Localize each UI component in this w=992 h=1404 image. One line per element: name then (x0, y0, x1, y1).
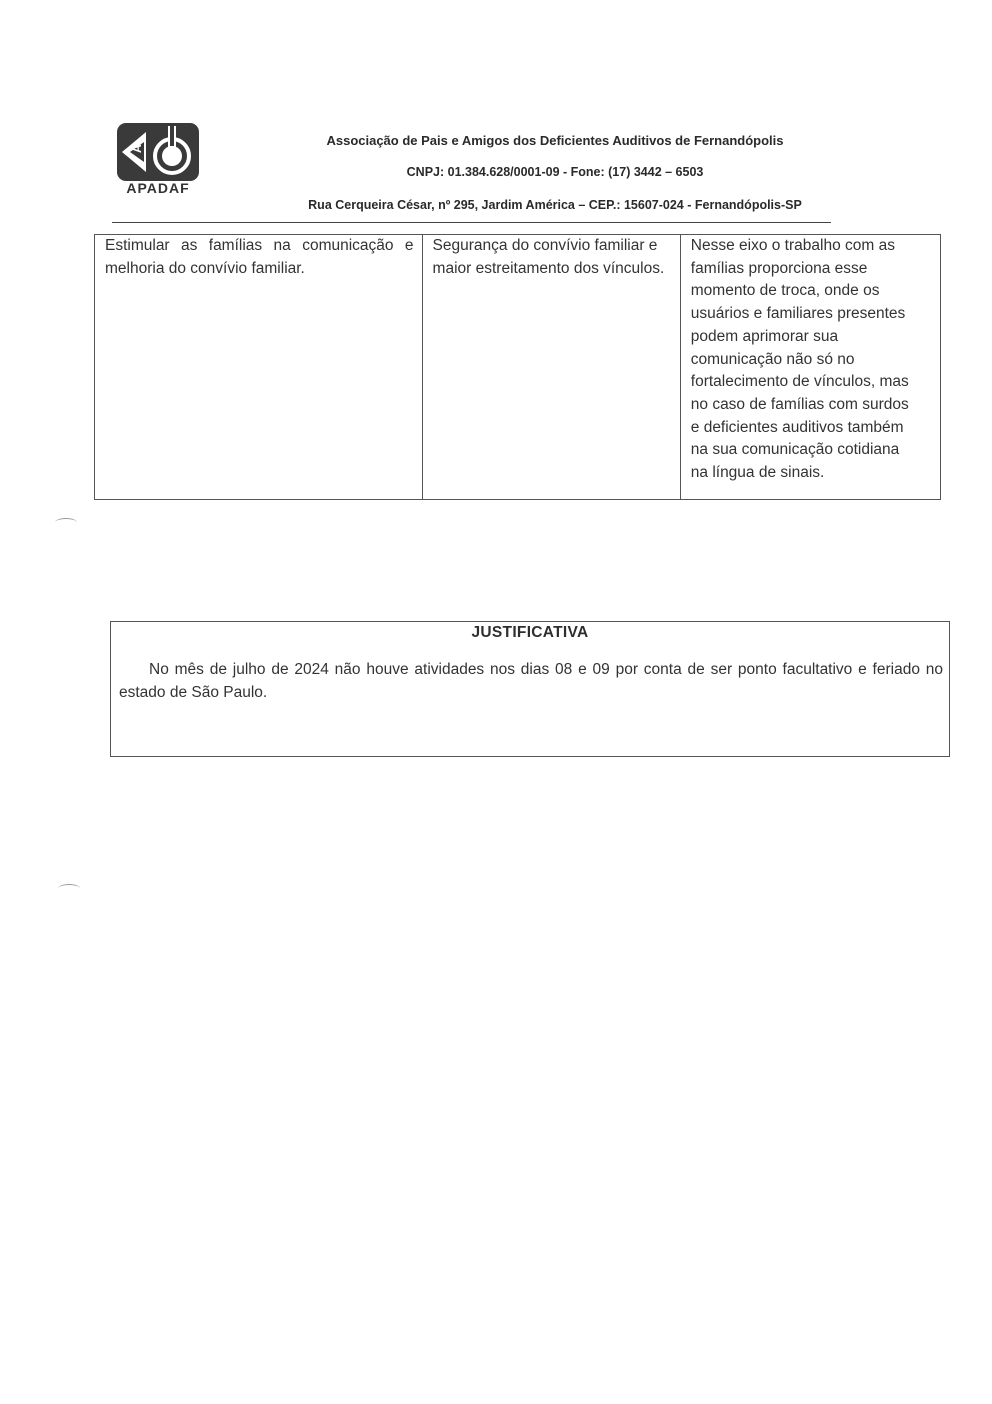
organization-cnpj-phone: CNPJ: 01.384.628/0001-09 - Fone: (17) 3442 – 6503 (406, 165, 704, 179)
description-line: e deficientes auditivos também (690, 418, 904, 436)
header-divider (112, 222, 831, 223)
table-row (95, 235, 941, 500)
objective-text: Estimular as famílias na comunicação e melhoria do convívio familiar. (105, 237, 414, 277)
description-line: momento de troca, onde os (690, 282, 880, 300)
result-cell (422, 235, 680, 500)
description-cell (680, 235, 940, 500)
apadaf-logo-icon (116, 122, 200, 182)
description-line: fortalecimento de vínculos, mas (690, 373, 909, 391)
description-line: comunicação não só no (690, 350, 855, 368)
description-line: na sua comunicação cotidiana (690, 441, 900, 459)
justificativa-box (110, 621, 950, 757)
scan-punch-mark (58, 884, 80, 893)
description-line: podem aprimorar sua (690, 327, 839, 345)
description-line: no caso de famílias com surdos (690, 395, 909, 413)
description-line: usuários e familiares presentes (690, 305, 906, 323)
description-line: famílias proporciona esse (690, 259, 868, 277)
activity-table (94, 234, 941, 500)
result-text: Segurança do convívio familiar e maior estreitamento dos vínculos. (432, 237, 665, 277)
justificativa-text: No mês de julho de 2024 não houve atividades nos dias 08 e 09 por conta de ser ponto facultativo e feriado no estado de São Paulo. (119, 661, 943, 701)
svg-text:A: A (130, 144, 144, 153)
organization-name: Associação de Pais e Amigos dos Deficientes Auditivos de Fernandópolis (326, 133, 784, 148)
organization-address: Rua Cerqueira César, nº 295, Jardim América – CEP.: 15607-024 - Fernandópolis-SP (308, 198, 802, 212)
description-line: na língua de sinais. (690, 464, 825, 482)
scan-punch-mark (55, 518, 77, 527)
logo-wordmark: APADAF (126, 180, 190, 196)
justificativa-title: JUSTIFICATIVA (471, 624, 589, 641)
description-line: Nesse eixo o trabalho com as (690, 237, 895, 254)
objective-cell (95, 235, 423, 500)
letterhead (0, 0, 992, 230)
